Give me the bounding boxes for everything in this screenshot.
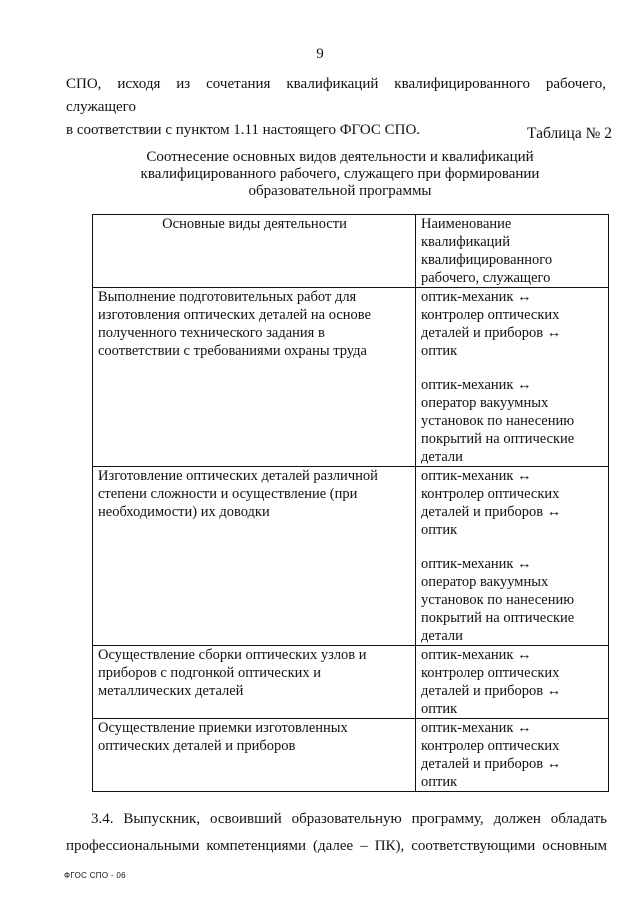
table-title-line: Соотнесение основных видов деятельности и квалификаций — [146, 149, 534, 165]
qualification-group: оптик-механик ↔ оператор вакуумных установок по нанесению покрытий на оптические детали — [421, 377, 575, 465]
table-header-row — [93, 215, 609, 288]
qualification-group: оптик-механик ↔ оператор вакуумных установок по нанесению покрытий на оптические детали — [421, 556, 575, 644]
qualification-group: оптик-механик ↔ контролер оптических деталей и приборов ↔ оптик — [421, 289, 562, 359]
activities-table — [92, 214, 609, 792]
header-activity: Основные виды деятельности — [93, 215, 416, 288]
table-title — [100, 149, 580, 200]
qualification-group: оптик-механик ↔ контролер оптических деталей и приборов ↔ оптик — [421, 647, 562, 717]
intro-line: СПО, исходя из сочетания квалификаций квалифицированного рабочего, служащего — [66, 76, 606, 115]
activity-cell: Осуществление приемки изготовленных оптических деталей и приборов — [93, 719, 416, 792]
qualification-cell — [416, 467, 609, 646]
qualification-group: оптик-механик ↔ контролер оптических деталей и приборов ↔ оптик — [421, 468, 562, 538]
closing-line: 3.4. Выпускник, освоивший образовательную программу, должен обладать — [91, 811, 607, 827]
activity-cell: Выполнение подготовительных работ для изготовления оптических деталей на основе полученного технического задания в соответствии с требованиями охраны труда — [93, 288, 416, 467]
closing-line: профессиональными компетенциями (далее – ПК), соответствующими основным — [66, 838, 607, 854]
table-title-line: квалифицированного рабочего, служащего при формировании — [140, 166, 540, 182]
closing-paragraph — [66, 806, 607, 860]
header-qualification: Наименование квалификаций квалифицированного рабочего, служащего — [416, 215, 609, 288]
table-title-line: образовательной программы — [248, 183, 432, 199]
intro-line: в соответствии с пунктом 1.11 настоящего ФГОС СПО. — [66, 122, 421, 138]
table-row — [93, 646, 609, 719]
activity-cell: Изготовление оптических деталей различной степени сложности и осуществление (при необходимости) их доводки — [93, 467, 416, 646]
qualification-cell — [416, 288, 609, 467]
page-number: 9 — [316, 46, 324, 62]
qualification-cell — [416, 719, 609, 792]
table-row — [93, 288, 609, 467]
intro-paragraph — [66, 73, 606, 142]
table-row — [93, 467, 609, 646]
table-label: Таблица № 2 — [527, 125, 612, 142]
qualification-group: оптик-механик ↔ контролер оптических деталей и приборов ↔ оптик — [421, 720, 562, 790]
table-row — [93, 719, 609, 792]
footer-code: ФГОС СПО - 06 — [64, 871, 126, 880]
activity-cell: Осуществление сборки оптических узлов и приборов с подгонкой оптических и металлических деталей — [93, 646, 416, 719]
qualification-cell — [416, 646, 609, 719]
